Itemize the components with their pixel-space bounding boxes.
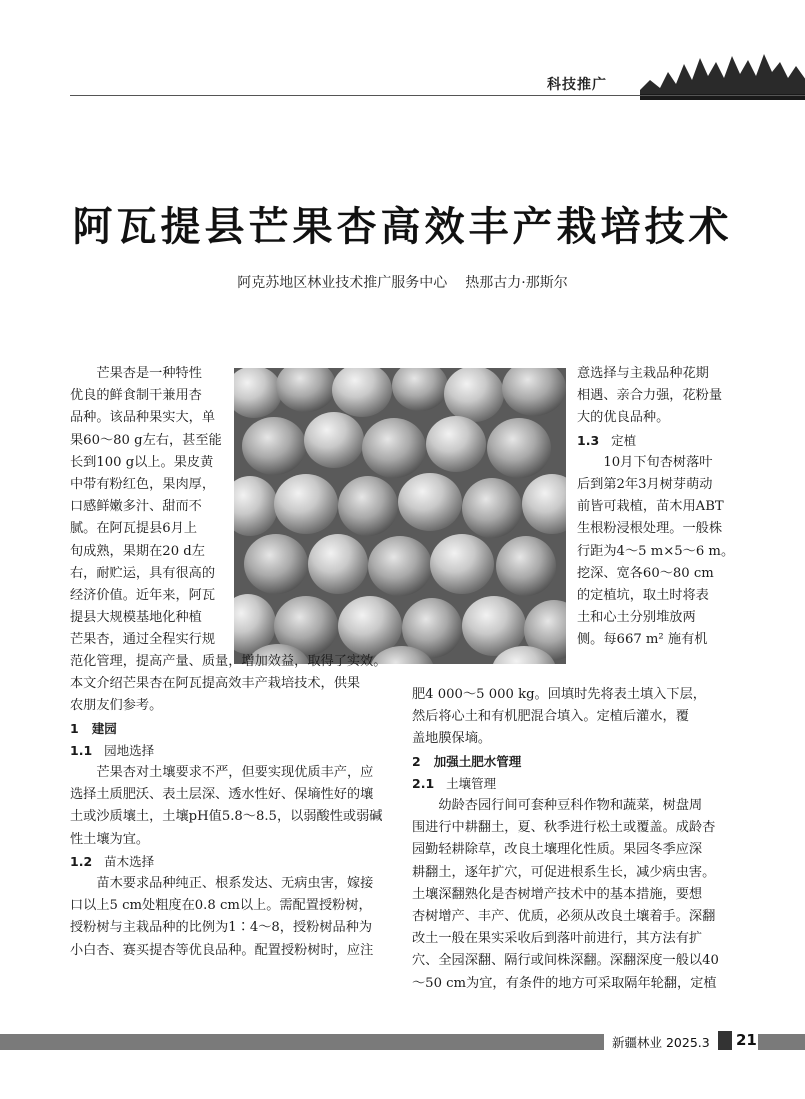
text-line: 杏树增产、丰产、优质，必须从改良土壤着手。深翻 <box>412 909 716 925</box>
text-line: 大的优良品种。 <box>577 410 670 426</box>
apricot-photo <box>234 368 566 664</box>
text-line: 侧。每667 m² 施有机 <box>577 632 708 648</box>
text-line: 范化管理，提高产量、质量，增加效益，取得了实效。 <box>70 654 387 669</box>
text-line: 幼龄杏园行间可套种豆科作物和蔬菜，树盘周 <box>438 798 703 814</box>
subsection-heading-1-1: 1.1 园地选择 <box>70 742 155 758</box>
text-line: 10月下旬杏树落叶 <box>603 454 713 470</box>
text-line: 相遇、亲合力强，花粉量 <box>577 388 723 404</box>
text-line: ～50 cm为宜，有条件的地方可采取隔年轮翻，定植 <box>412 975 717 991</box>
left-column <box>70 651 395 962</box>
text-line: 围进行中耕翻土，夏、秋季进行松土或覆盖。成龄杏 <box>412 820 716 836</box>
text-line: 芒果杏是一种特性 <box>96 366 202 381</box>
text-line: 中带有粉红色，果肉厚， <box>70 477 216 493</box>
text-line: 芒果杏，通过全程实行规 <box>70 632 216 648</box>
text-line: 口以上5 cm处粗度在0.8 cm以上。需配置授粉树， <box>70 898 372 914</box>
text-line: 改土一般在果实采收后到落叶前进行，其方法有扩 <box>412 931 703 947</box>
section-heading-1: 1 建园 <box>70 720 117 736</box>
text-line: 长到100 g以上。果皮黄 <box>70 454 214 470</box>
text-line: 然后将心土和有机肥混合填入。定植后灌水，覆 <box>412 709 689 725</box>
intro-wrap-left <box>70 363 228 652</box>
subsection-heading-1-2: 1.2 苗木选择 <box>70 853 155 869</box>
text-line: 挖深、宽各60～80 cm <box>577 565 714 581</box>
forest-decoration-icon <box>640 50 805 100</box>
text-line: 小白杏、赛买提杏等优良品种。配置授粉树时，应注 <box>70 942 374 958</box>
text-line: 土壤深翻熟化是杏树增产技术中的基本措施，要想 <box>412 886 703 902</box>
text-line: 腻。在阿瓦提县6月上 <box>70 521 198 537</box>
text-line: 授粉树与主栽品种的比例为1∶4～8，授粉树品种为 <box>70 920 373 936</box>
text-line: 本文介绍芒果杏在阿瓦提高效丰产栽培技术，供果 <box>70 676 361 692</box>
text-line: 果60～80 g左右，甚至能 <box>70 432 222 448</box>
text-line: 盖地膜保墒。 <box>412 731 492 747</box>
text-line: 土或沙质壤土，土壤pH值5.8～8.5，以弱酸性或弱碱 <box>70 809 383 825</box>
text-line: 的定植坑，取土时将表 <box>577 588 709 604</box>
footer-bar-right <box>758 1034 805 1050</box>
page-number: 21 <box>736 1031 757 1049</box>
page-marker <box>718 1031 732 1050</box>
text-line: 提县大规模基地化种植 <box>70 610 202 626</box>
text-line: 性土壤为宜。 <box>70 831 150 847</box>
text-line: 土和心土分别堆放两 <box>577 610 696 626</box>
byline <box>0 272 805 292</box>
text-line: 穴、全园深翻、隔行或间株深翻。深翻深度一般以40 <box>412 953 719 969</box>
text-line: 芒果杏对土壤要求不严，但要实现优质丰产，应 <box>96 765 374 781</box>
text-line: 意选择与主栽品种花期 <box>577 366 709 381</box>
section-label: 科技推广 <box>547 77 607 93</box>
text-line: 农朋友们参考。 <box>70 698 163 714</box>
text-line: 生根粉浸根处理。一般株 <box>577 521 723 537</box>
text-line: 后到第2年3月树芽萌动 <box>577 477 713 493</box>
author-organization: 阿克苏地区林业技术推广服务中心 <box>237 275 448 291</box>
text-line: 右，耐贮运，具有很高的 <box>70 565 216 581</box>
text-line: 选择土质肥沃、表土层深、透水性好、保墒性好的壤 <box>70 787 374 803</box>
text-line: 耕翻土，逐年扩穴，可促进根系生长，减少病虫害。 <box>412 864 716 880</box>
author-name: 热那古力·那斯尔 <box>465 275 568 291</box>
text-line: 前皆可栽植，苗木用ABT <box>577 499 724 515</box>
text-line: 行距为4～5 m×5～6 m。 <box>577 543 735 559</box>
article-title: 阿瓦提县芒果杏高效丰产栽培技术 <box>72 204 733 250</box>
subsection-heading-1-3: 1.3 定植 <box>577 432 637 448</box>
subsection-heading-2-1: 2.1 土壤管理 <box>412 775 497 791</box>
right-wrap <box>577 363 737 652</box>
journal-name: 新疆林业 2025.3 <box>612 1035 710 1050</box>
text-line: 经济价值。近年来，阿瓦 <box>70 588 216 604</box>
text-line: 苗木要求品种纯正、根系发达、无病虫害，嫁接 <box>96 876 374 892</box>
text-line: 园勤轻耕除草，改良土壤理化性质。果园冬季应深 <box>412 842 703 858</box>
footer-bar <box>0 1034 604 1050</box>
text-line: 品种。该品种果实大，单 <box>70 410 216 426</box>
text-line: 口感鲜嫩多汁、甜而不 <box>70 499 202 515</box>
text-line: 肥4 000～5 000 kg。回填时先将表土填入下层， <box>412 687 706 702</box>
text-line: 旬成熟，果期在20 d左 <box>70 543 205 559</box>
section-heading-2: 2 加强土肥水管理 <box>412 753 522 769</box>
right-column <box>412 684 737 995</box>
header-rule <box>70 95 805 96</box>
text-line: 优良的鲜食制干兼用杏 <box>70 388 202 404</box>
